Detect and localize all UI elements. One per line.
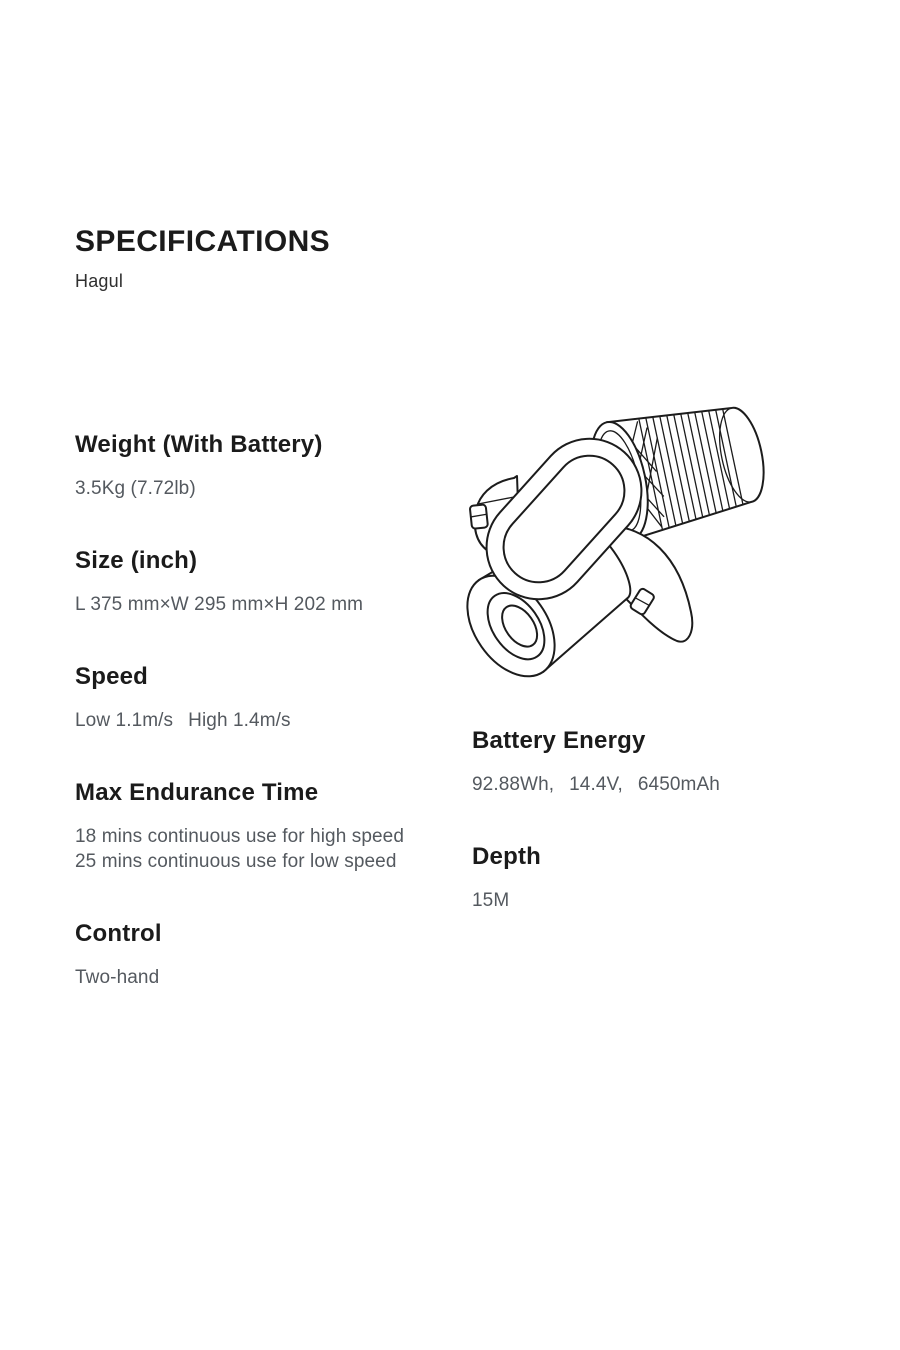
spec-title-control: Control: [75, 920, 162, 947]
spec-value-size: L 375 mm×W 295 mm×H 202 mm: [75, 594, 364, 615]
spec-title-depth: Depth: [472, 843, 541, 870]
spec-title-battery: Battery Energy: [472, 727, 646, 754]
spec-section-speed: [75, 665, 495, 733]
spec-section-weight: [75, 433, 495, 501]
specs-left-column: [75, 433, 495, 1038]
product-name: Hagul: [75, 271, 124, 291]
left-latch-clasp: [470, 504, 488, 529]
spec-value-control: Two-hand: [75, 967, 160, 988]
underwater-scooter-line-drawing: [450, 388, 772, 690]
spec-value-endurance-high: 18 mins continuous use for high speed: [75, 826, 405, 847]
page-title: SPECIFICATIONS: [75, 225, 331, 258]
spec-section-battery: [472, 729, 832, 797]
spec-value-endurance-low: 25 mins continuous use for low speed: [75, 851, 397, 872]
page-header: [75, 225, 330, 291]
spec-value-depth: 15M: [472, 890, 510, 911]
spec-section-depth: [472, 845, 832, 913]
spec-value-speed: Low 1.1m/s High 1.4m/s: [75, 710, 291, 731]
spec-section-endurance: [75, 781, 495, 874]
spec-section-control: [75, 922, 495, 990]
spec-title-weight: Weight (With Battery): [75, 431, 323, 458]
product-illustration: [450, 388, 772, 690]
spec-value-battery: 92.88Wh, 14.4V, 6450mAh: [472, 774, 720, 795]
spec-value-weight: 3.5Kg (7.72lb): [75, 478, 196, 499]
spec-title-speed: Speed: [75, 663, 149, 690]
spec-section-size: [75, 549, 495, 617]
spec-title-size: Size (inch): [75, 547, 198, 574]
spec-title-endurance: Max Endurance Time: [75, 779, 319, 806]
specs-right-column: [472, 729, 832, 961]
